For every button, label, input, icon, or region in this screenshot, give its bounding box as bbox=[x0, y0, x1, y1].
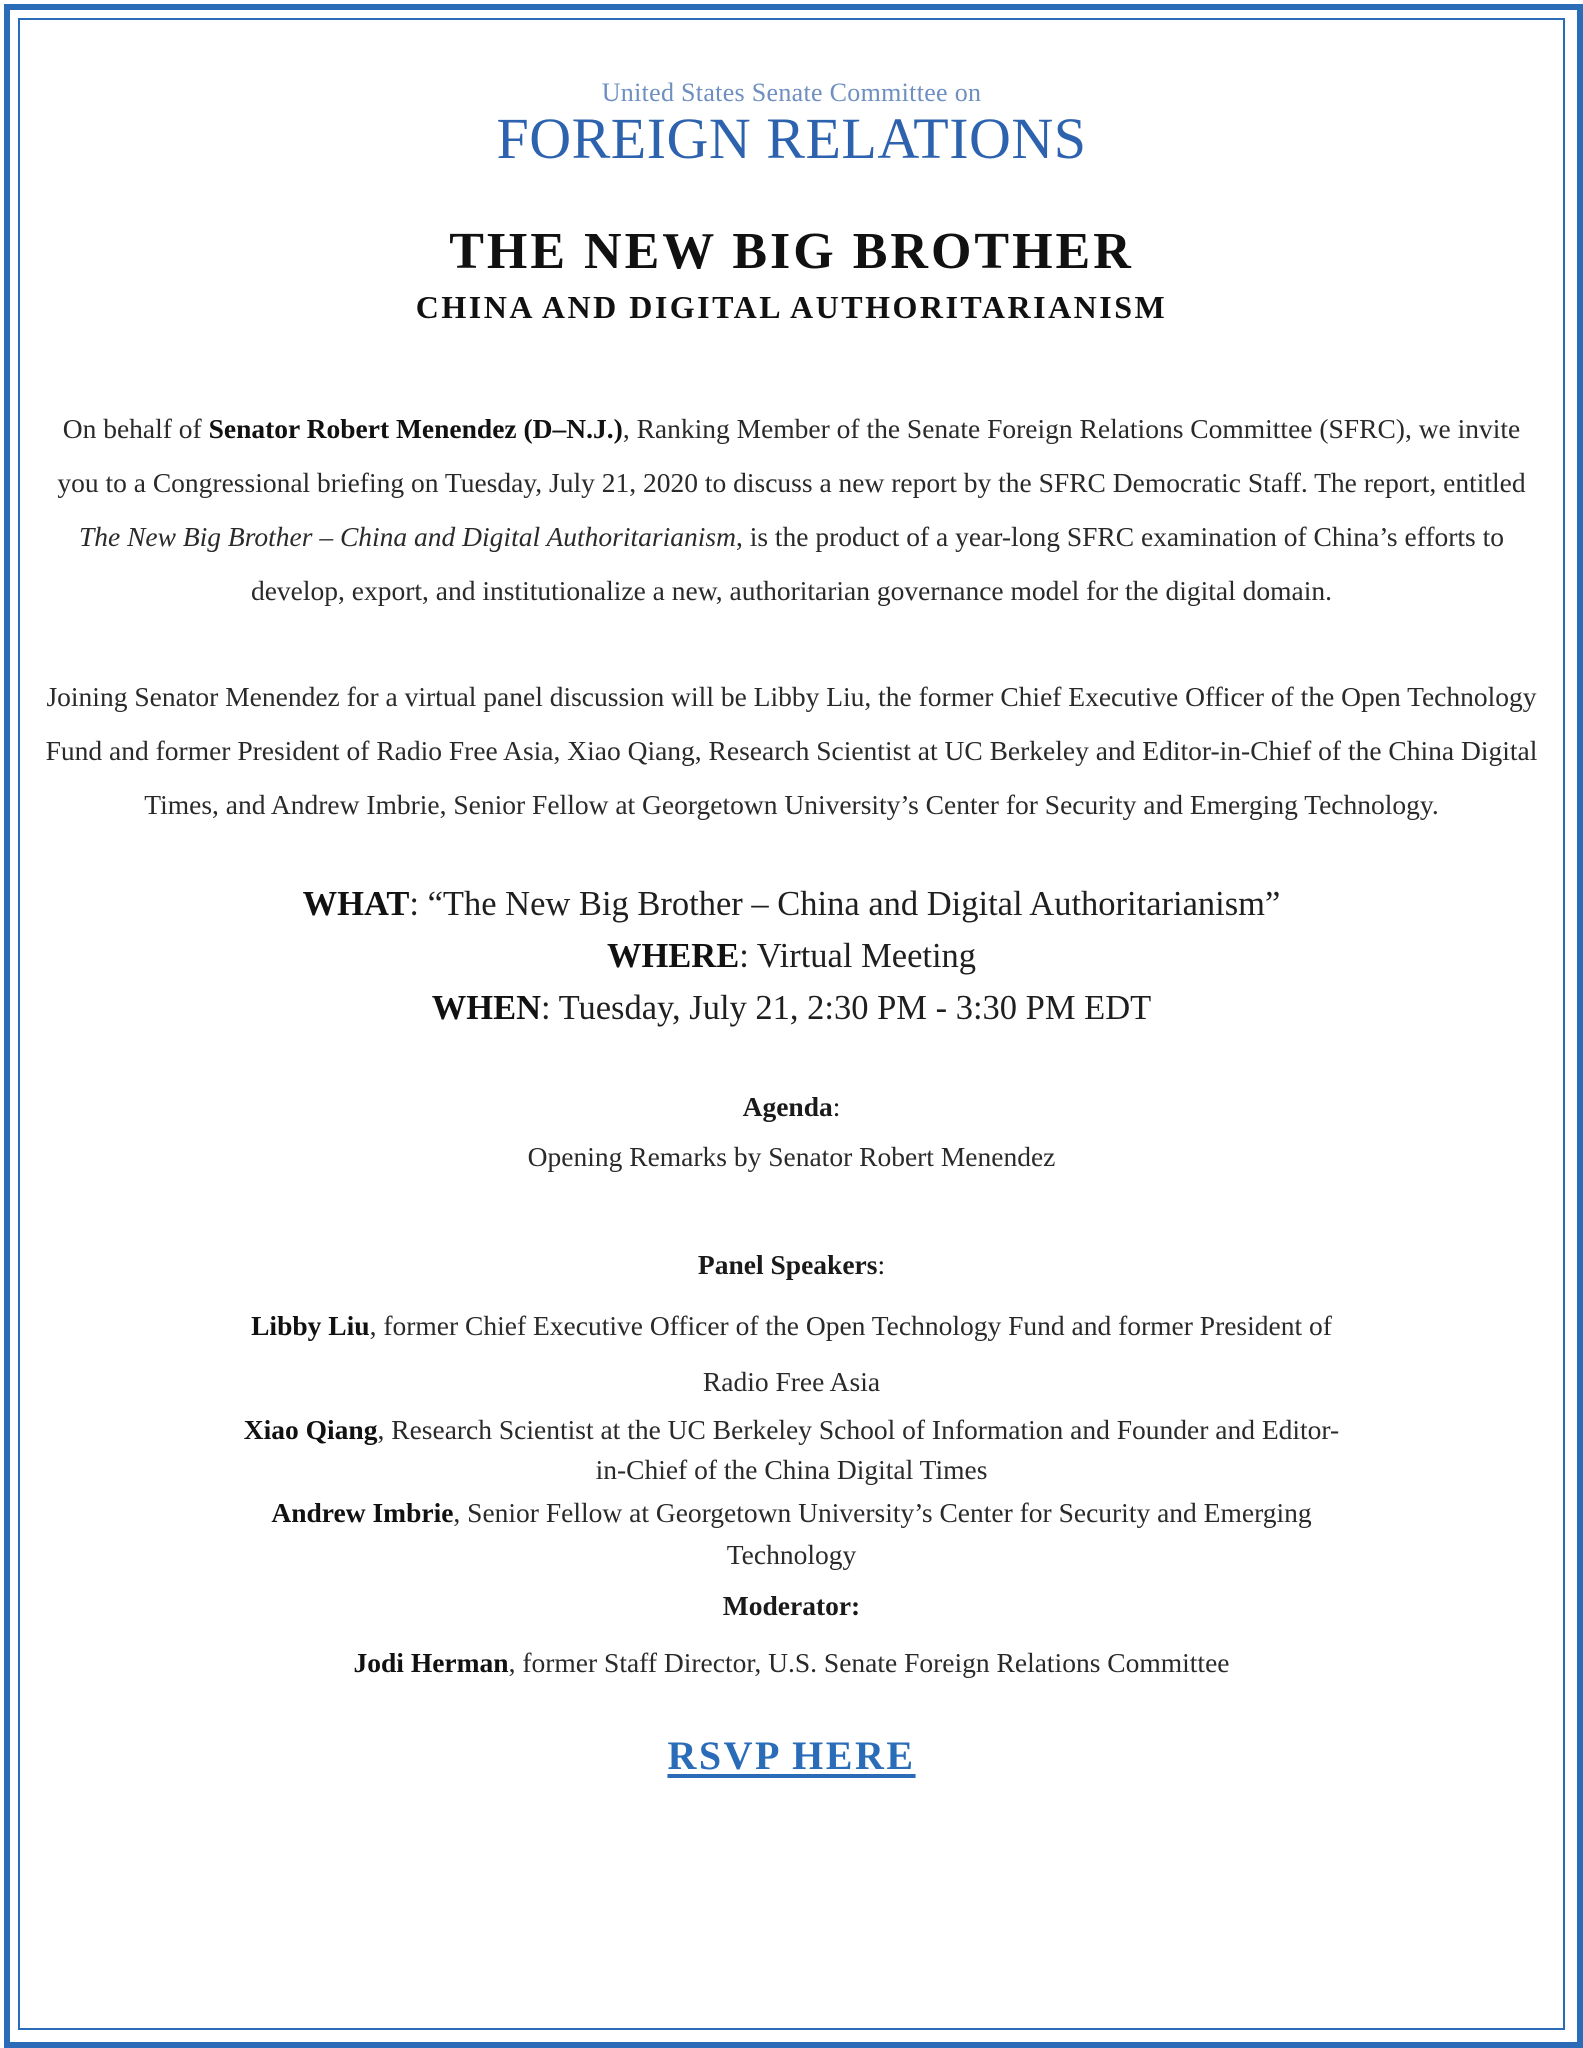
speaker-line bbox=[40, 1410, 1543, 1450]
speaker-andrew-imbrie bbox=[40, 1492, 1543, 1576]
speaker-libby-liu bbox=[40, 1298, 1543, 1410]
speaker-name: Andrew Imbrie bbox=[271, 1497, 454, 1528]
when-label: WHEN bbox=[431, 989, 542, 1027]
where-label: WHERE bbox=[606, 937, 740, 975]
speaker-desc: , Senior Fellow at Georgetown University’s Center for Security and Emerging bbox=[453, 1497, 1312, 1528]
invitation-content bbox=[40, 0, 1543, 1779]
speaker-xiao-qiang bbox=[40, 1410, 1543, 1490]
when-value: : Tuesday, July 21, 2:30 PM - 3:30 PM EDT bbox=[541, 989, 1152, 1027]
moderator-heading bbox=[40, 1582, 1543, 1630]
speaker-line bbox=[40, 1298, 1543, 1354]
senator-name: Senator Robert Menendez (D–N.J.) bbox=[208, 413, 623, 444]
speaker-line: Radio Free Asia bbox=[702, 1366, 881, 1397]
speaker-name: Xiao Qiang bbox=[243, 1414, 378, 1445]
intro-text-3: , is the product of a year-long SFRC examination of China’s efforts to develop, export, and institutionalize a new, authoritarian governance model for the digital domain. bbox=[250, 521, 1505, 606]
speaker-line: in-Chief of the China Digital Times bbox=[595, 1454, 988, 1485]
intro-paragraph bbox=[40, 402, 1543, 618]
panel-heading-colon: : bbox=[877, 1249, 886, 1280]
what-line bbox=[40, 878, 1543, 930]
report-title: The New Big Brother – China and Digital Authoritarianism bbox=[78, 521, 736, 552]
panel-speakers-heading bbox=[40, 1244, 1543, 1286]
page-title: THE NEW BIG BROTHER bbox=[449, 223, 1134, 280]
moderator-line bbox=[40, 1642, 1543, 1684]
speaker-name: Libby Liu bbox=[251, 1310, 370, 1341]
what-label: WHAT bbox=[302, 885, 410, 923]
speaker-desc: , former Chief Executive Officer of the Open Technology Fund and former President of bbox=[369, 1310, 1332, 1341]
agenda-heading bbox=[40, 1086, 1543, 1128]
intro-text-2: , Ranking Member of the Senate Foreign Relations Committee (SFRC), we invite you to a Congressional briefing on Tuesday, July 21, 2020 to discuss a new report by the SFRC Democratic Staff. The report, entitled bbox=[57, 413, 1526, 498]
moderator-desc: , former Staff Director, U.S. Senate Foreign Relations Committee bbox=[508, 1647, 1230, 1678]
agenda-heading-colon: : bbox=[832, 1091, 841, 1122]
rsvp-link[interactable]: RSVP HERE bbox=[667, 1733, 916, 1778]
speaker-line: Technology bbox=[726, 1539, 857, 1570]
when-line bbox=[40, 982, 1543, 1034]
agenda-item: Opening Remarks by Senator Robert Menendez bbox=[527, 1141, 1056, 1172]
speaker-line bbox=[40, 1492, 1543, 1534]
where-line bbox=[40, 930, 1543, 982]
moderator-name: Jodi Herman bbox=[353, 1647, 509, 1678]
moderator-heading-label: Moderator: bbox=[722, 1590, 861, 1621]
speaker-desc: , Research Scientist at the UC Berkeley School of Information and Founder and Editor- bbox=[377, 1414, 1340, 1445]
agenda-heading-label: Agenda bbox=[742, 1091, 833, 1122]
what-value: : “The New Big Brother – China and Digital Authoritarianism” bbox=[409, 885, 1281, 923]
logo-line-1: United States Senate Committee on bbox=[601, 78, 982, 107]
committee-logo bbox=[40, 78, 1543, 171]
logo-line-2: FOREIGN RELATIONS bbox=[496, 106, 1087, 171]
event-details bbox=[40, 878, 1543, 1034]
intro-text-1: On behalf of bbox=[62, 413, 209, 444]
page-subtitle: CHINA AND DIGITAL AUTHORITARIANISM bbox=[415, 289, 1168, 325]
panel-heading-label: Panel Speakers bbox=[697, 1249, 878, 1280]
panel-paragraph: Joining Senator Menendez for a virtual panel discussion will be Libby Liu, the former Chief Executive Officer of the Open Technology Fund and former President of Radio Free Asia, Xiao Qiang, Research Scientist at UC Berkeley and Editor-in-Chief of the China Digital Times, and Andrew Imbrie, Senior Fellow at Georgetown University’s Center for Security and Emerging Technology. bbox=[45, 681, 1538, 820]
where-value: : Virtual Meeting bbox=[739, 937, 977, 975]
